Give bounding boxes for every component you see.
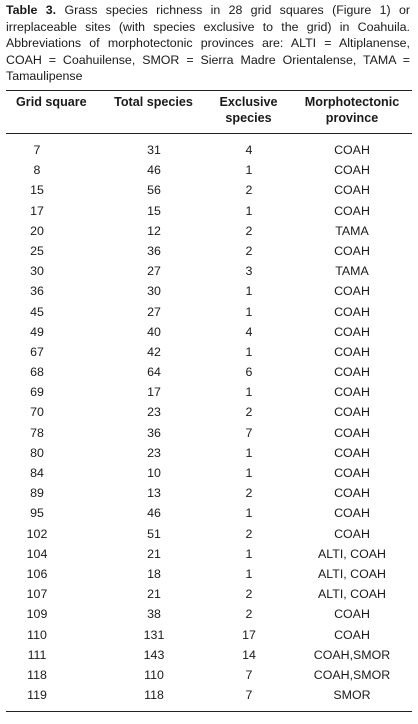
cell-grid-square: 111 (27, 647, 47, 662)
table-row (6, 221, 412, 241)
cell-total-species: 27 (147, 264, 161, 279)
table-header-rule (6, 133, 412, 134)
cell-total-species: 21 (147, 546, 161, 561)
cell-province: ALTI, COAH (318, 566, 386, 581)
table-row (6, 342, 412, 362)
table-row (6, 665, 412, 685)
cell-province: COAH (334, 526, 370, 541)
cell-province: COAH (334, 425, 370, 440)
cell-province: COAH (334, 627, 370, 642)
cell-grid-square: 15 (30, 183, 44, 198)
table-row (6, 544, 412, 564)
cell-total-species: 23 (147, 445, 161, 460)
cell-grid-square: 45 (30, 304, 44, 319)
cell-exclusive-species: 3 (245, 264, 253, 279)
cell-province: COAH (334, 607, 370, 622)
cell-grid-square: 49 (30, 324, 44, 339)
cell-province: COAH (334, 445, 370, 460)
cell-province: COAH (334, 203, 370, 218)
cell-grid-square: 20 (30, 223, 44, 238)
cell-exclusive-species: 4 (245, 324, 253, 339)
cell-total-species: 27 (147, 304, 161, 319)
cell-grid-square: 80 (30, 445, 44, 460)
cell-exclusive-species: 2 (245, 587, 253, 602)
cell-total-species: 51 (147, 526, 161, 541)
cell-grid-square: 104 (26, 546, 48, 561)
cell-total-species: 31 (147, 143, 161, 157)
table-row (6, 645, 412, 665)
cell-exclusive-species: 2 (245, 526, 253, 541)
cell-grid-square: 25 (30, 243, 44, 258)
table-top-rule (6, 90, 412, 91)
table-row (6, 140, 412, 160)
table-row (6, 524, 412, 544)
cell-province: COAH (334, 486, 370, 501)
table-row (6, 503, 412, 523)
cell-exclusive-species: 1 (245, 344, 253, 359)
cell-province: COAH (334, 284, 370, 299)
table-row (6, 685, 412, 705)
table-row (6, 423, 412, 443)
cell-province: TAMA (335, 223, 369, 238)
cell-grid-square: 30 (30, 264, 44, 279)
cell-grid-square: 119 (27, 688, 47, 703)
table-row (6, 483, 412, 503)
cell-exclusive-species: 7 (245, 667, 253, 682)
cell-exclusive-species: 4 (245, 143, 253, 157)
cell-grid-square: 68 (30, 365, 44, 380)
cell-total-species: 131 (143, 627, 165, 642)
header-exclusive-species: Exclusive species (219, 95, 278, 125)
cell-province: TAMA (335, 264, 369, 279)
cell-exclusive-species: 2 (245, 486, 253, 501)
cell-province: COAH,SMOR (313, 667, 391, 682)
cell-exclusive-species: 1 (245, 304, 253, 319)
table-row (6, 564, 412, 584)
cell-total-species: 64 (147, 365, 161, 380)
cell-grid-square: 118 (27, 667, 47, 682)
cell-total-species: 10 (147, 466, 161, 480)
cell-province: COAH (334, 405, 370, 420)
cell-exclusive-species: 2 (245, 223, 253, 238)
cell-province: SMOR (333, 688, 371, 703)
cell-grid-square: 8 (33, 163, 41, 178)
table-row (6, 382, 412, 402)
cell-total-species: 18 (147, 566, 161, 581)
cell-total-species: 38 (147, 607, 161, 622)
cell-total-species: 30 (147, 284, 161, 299)
cell-total-species: 143 (143, 647, 165, 662)
cell-grid-square: 109 (26, 607, 48, 622)
cell-total-species: 36 (147, 425, 161, 440)
cell-exclusive-species: 2 (245, 243, 253, 258)
cell-exclusive-species: 1 (245, 445, 253, 460)
cell-grid-square: 7 (33, 143, 41, 157)
table-row (6, 160, 412, 180)
cell-province: COAH (334, 385, 370, 400)
table-row (6, 281, 412, 301)
cell-province: ALTI, COAH (318, 546, 386, 561)
cell-exclusive-species: 2 (245, 607, 253, 622)
table-row (6, 302, 412, 322)
cell-grid-square: 89 (30, 486, 44, 501)
cell-province: COAH (334, 365, 370, 380)
cell-exclusive-species: 1 (245, 466, 253, 480)
cell-exclusive-species: 2 (245, 183, 253, 198)
cell-total-species: 46 (147, 163, 161, 178)
cell-grid-square: 17 (30, 203, 44, 218)
cell-province: COAH,SMOR (313, 647, 391, 662)
caption-text: Grass species richness in 28 grid squares (Figure 1) or irreplaceable sites (with species exclusive to the grid) in Coahuila. Abbreviations of morphotectonic provinces are: ALTI = Altiplanense, COAH = Coahuilense, SMOR = Sierra Madre Orientalense, TAMA = Tamaulipense (6, 3, 410, 84)
cell-exclusive-species: 1 (245, 546, 253, 561)
cell-total-species: 46 (147, 506, 161, 521)
cell-exclusive-species: 1 (245, 284, 253, 299)
cell-province: COAH (334, 324, 370, 339)
cell-total-species: 15 (147, 203, 161, 218)
cell-grid-square: 36 (30, 284, 44, 299)
cell-grid-square: 69 (30, 385, 44, 400)
table-caption (6, 2, 410, 85)
cell-grid-square: 95 (30, 506, 44, 521)
cell-total-species: 13 (147, 486, 161, 501)
cell-total-species: 12 (147, 223, 161, 238)
table-body (6, 140, 412, 705)
cell-province: COAH (334, 466, 370, 480)
table-row (6, 322, 412, 342)
cell-province: COAH (334, 344, 370, 359)
table-row (6, 625, 412, 645)
cell-total-species: 21 (147, 587, 161, 602)
cell-province: COAH (334, 243, 370, 258)
table-row (6, 402, 412, 422)
cell-exclusive-species: 6 (245, 365, 253, 380)
table-row (6, 180, 412, 200)
table-row (6, 241, 412, 261)
table-row (6, 362, 412, 382)
table-row (6, 584, 412, 604)
cell-exclusive-species: 1 (245, 506, 253, 521)
table-row (6, 443, 412, 463)
table-bottom-rule (6, 711, 412, 712)
header-morphotectonic-province: Morphotectonic province (304, 95, 400, 125)
table-row (6, 201, 412, 221)
cell-total-species: 36 (147, 243, 161, 258)
cell-grid-square: 67 (30, 344, 44, 359)
cell-grid-square: 106 (26, 566, 48, 581)
cell-total-species: 40 (147, 324, 161, 339)
cell-exclusive-species: 14 (242, 647, 256, 662)
cell-province: ALTI, COAH (318, 587, 386, 602)
cell-total-species: 42 (147, 344, 161, 359)
cell-exclusive-species: 7 (245, 425, 253, 440)
cell-grid-square: 110 (27, 627, 47, 642)
cell-province: COAH (334, 163, 370, 178)
table-row (6, 261, 412, 281)
cell-exclusive-species: 2 (245, 405, 253, 420)
cell-total-species: 118 (144, 688, 164, 703)
cell-grid-square: 78 (30, 425, 44, 440)
cell-exclusive-species: 17 (242, 627, 256, 642)
cell-total-species: 56 (147, 183, 161, 198)
cell-grid-square: 70 (30, 405, 44, 420)
header-total-species: Total species (114, 95, 193, 109)
cell-exclusive-species: 1 (245, 566, 253, 581)
cell-province: COAH (334, 143, 370, 157)
cell-province: COAH (334, 183, 370, 198)
table-row (6, 463, 412, 483)
cell-province: COAH (334, 304, 370, 319)
table-row (6, 604, 412, 624)
cell-grid-square: 107 (26, 587, 48, 602)
cell-exclusive-species: 1 (245, 385, 253, 400)
cell-total-species: 17 (147, 385, 161, 400)
cell-province: COAH (334, 506, 370, 521)
cell-exclusive-species: 1 (245, 163, 253, 178)
cell-grid-square: 102 (26, 526, 48, 541)
cell-total-species: 23 (147, 405, 161, 420)
cell-grid-square: 84 (30, 466, 44, 480)
header-grid-square: Grid square (16, 95, 87, 109)
cell-exclusive-species: 1 (245, 203, 253, 218)
caption-label: Table 3. (6, 3, 57, 17)
table-header (6, 95, 412, 131)
cell-exclusive-species: 7 (245, 688, 253, 703)
cell-total-species: 110 (144, 667, 164, 682)
